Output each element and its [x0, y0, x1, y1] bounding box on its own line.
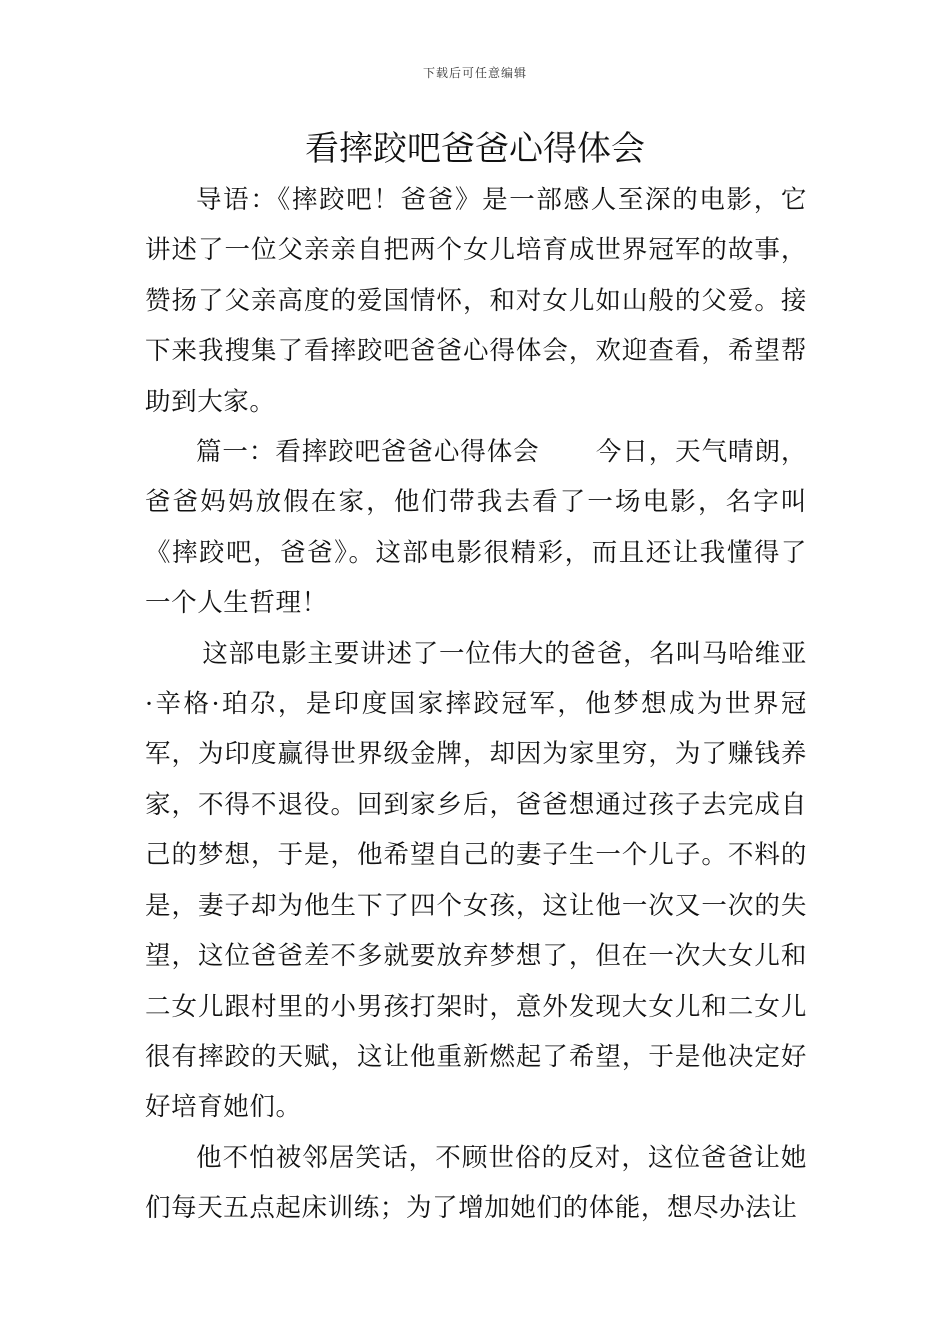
paragraph-training: 他不怕被邻居笑话，不顾世俗的反对，这位爸爸让她们每天五点起床训练；为了增加她们的体能，想尽办法让	[145, 1142, 807, 1224]
document-title: 看摔跤吧爸爸心得体会	[305, 129, 645, 169]
paragraph-chapter-one	[145, 427, 807, 629]
document-body	[145, 175, 807, 1234]
chapter-one-text: 今日，天气晴朗，爸爸妈妈放假在家，他们带我去看了一场电影，名字叫《摔跤吧，爸爸》。这部电影很精彩，而且还让我懂得了一个人生哲理！	[145, 437, 807, 619]
paragraph-intro: 导语：《摔跤吧！爸爸》是一部感人至深的电影，它讲述了一位父亲亲自把两个女儿培育成世界冠军的故事，赞扬了父亲高度的爱国情怀，和对女儿如山般的父爱。接下来我搜集了看摔跤吧爸爸心得体会，欢迎查看，希望帮助到大家。	[145, 185, 807, 417]
header-note: 下载后可任意编辑	[422, 66, 527, 80]
paragraph-story-summary: 这部电影主要讲述了一位伟大的爸爸，名叫马哈维亚·辛格·珀尕，是印度国家摔跤冠军，他梦想成为世界冠军，为印度赢得世界级金牌，却因为家里穷，为了赚钱养家，不得不退役。回到家乡后，爸爸想通过孩子去完成自己的梦想，于是，他希望自己的妻子生一个儿子。不料的是，妻子却为他生下了四个女孩，这让他一次又一次的失望，这位爸爸差不多就要放弃梦想了，但在一次大女儿和二女儿跟村里的小男孩打架时，意外发现大女儿和二女儿很有摔跤的天赋，这让他重新燃起了希望，于是他决定好好培育她们。	[145, 638, 807, 1123]
chapter-heading: 篇一：看摔跤吧爸爸心得体会	[196, 437, 540, 468]
